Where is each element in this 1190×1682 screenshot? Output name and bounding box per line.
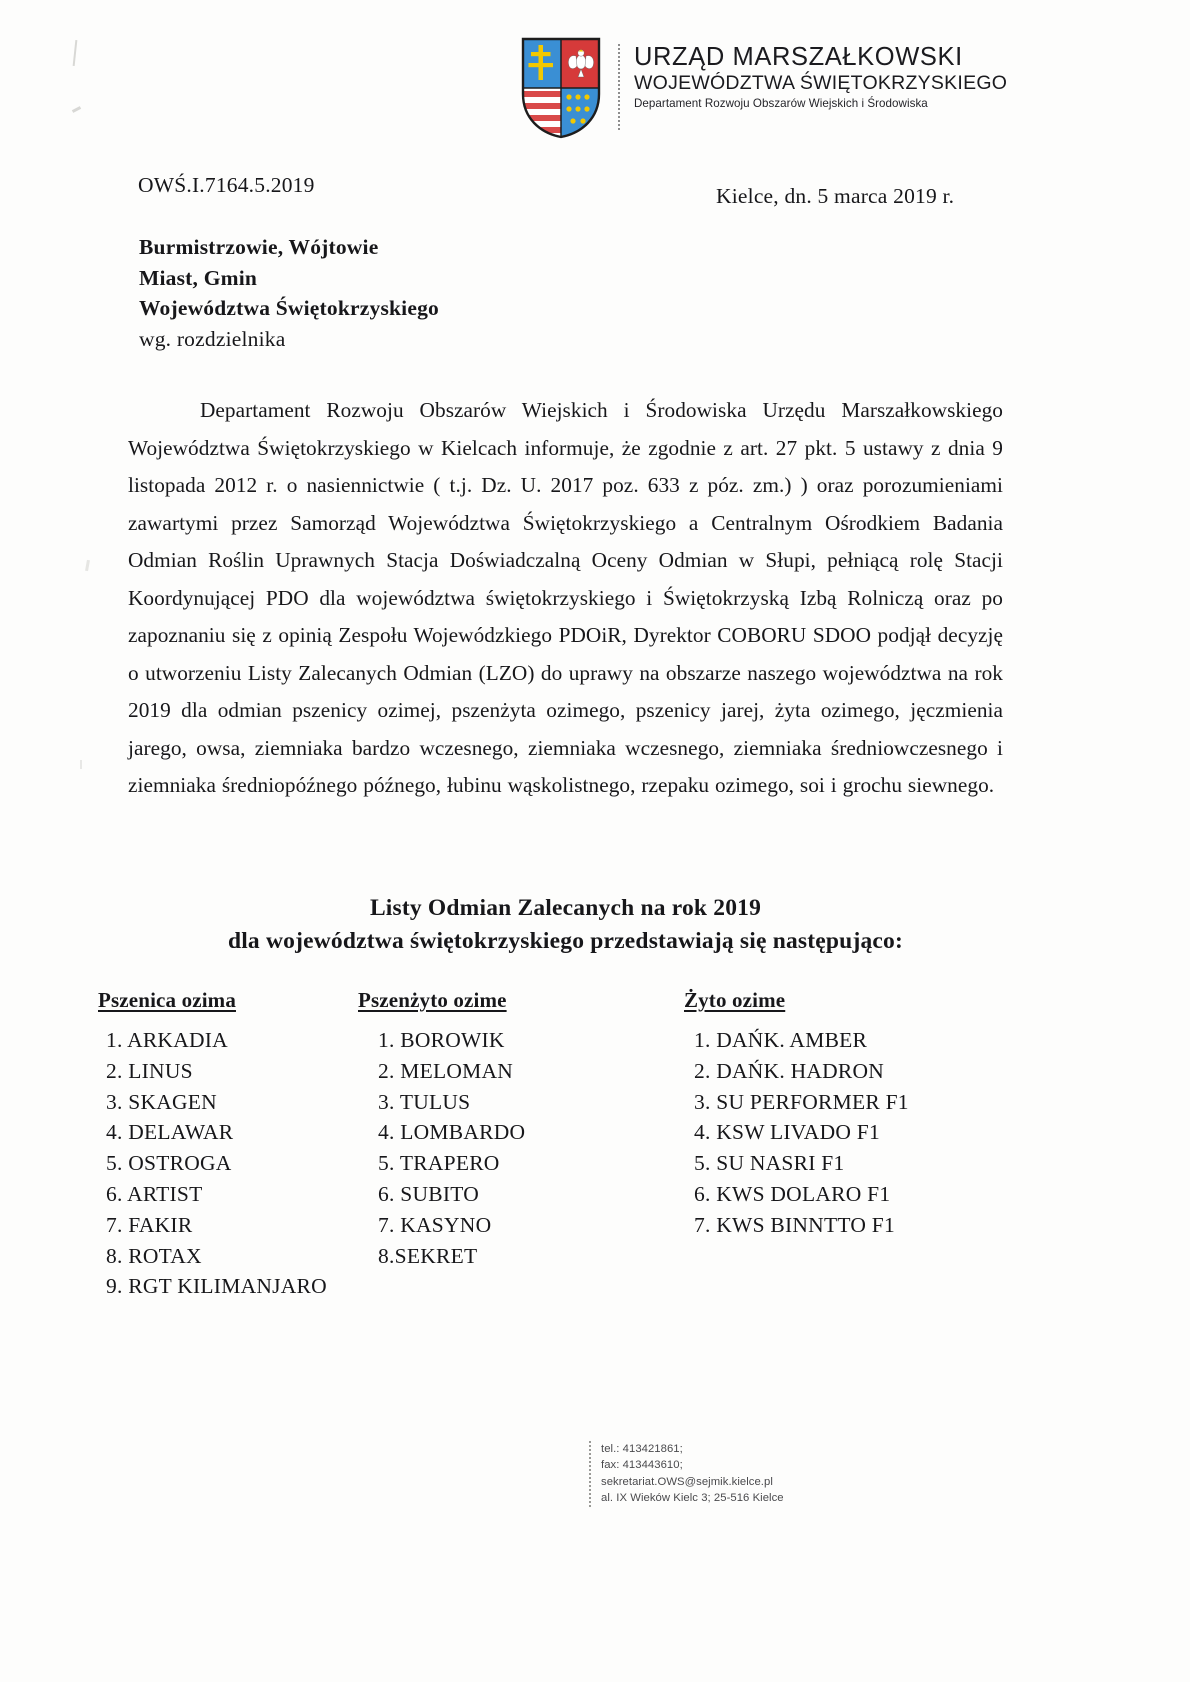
list-item: 8. ROTAX — [106, 1243, 202, 1268]
list-item: 4. DELAWAR — [106, 1120, 234, 1145]
variety-column-winter-rye — [680, 988, 909, 1241]
letterhead — [520, 36, 1007, 140]
scan-artifact — [72, 106, 81, 113]
addressee-line-1: Burmistrzowie, Wójtowie — [139, 235, 379, 259]
list-item: 6. KWS DOLARO F1 — [694, 1181, 891, 1206]
list-item: 6. ARTIST — [106, 1181, 203, 1206]
list-item: 6. SUBITO — [378, 1181, 480, 1206]
list-item: 2. MELOMAN — [378, 1058, 514, 1083]
org-name-primary: URZĄD MARSZAŁKOWSKI — [634, 43, 963, 71]
footer-telephone: tel.: 413421861; — [601, 1443, 683, 1455]
organization-name-block — [634, 36, 1007, 111]
list-item: 5. SU NASRI F1 — [694, 1151, 845, 1176]
lists-heading-line-1: Listy Odmian Zalecanych na rok 2019 — [369, 895, 762, 921]
list-item: 5. TRAPERO — [378, 1151, 500, 1176]
lists-heading — [128, 892, 1003, 958]
list-item: 3. TULUS — [378, 1089, 471, 1114]
scan-artifact — [80, 760, 82, 769]
lists-heading-line-2: dla województwa świętokrzyskiego przedstawiają się następująco: — [227, 928, 904, 954]
list-item: 7. FAKIR — [106, 1212, 193, 1237]
scan-artifact — [73, 40, 78, 66]
footer-email: sekretariat.OWS@sejmik.kielce.pl — [601, 1475, 773, 1488]
footer-contact-block — [589, 1441, 784, 1507]
list-item: 5. OSTROGA — [106, 1151, 232, 1176]
column-title: Pszenica ozima — [98, 988, 236, 1012]
variety-column-winter-wheat — [96, 988, 327, 1302]
list-item: 7. KASYNO — [378, 1212, 492, 1237]
list-item: 1. DAŃK. AMBER — [694, 1028, 868, 1052]
variety-list — [694, 1025, 909, 1241]
place-and-date: Kielce, dn. 5 marca 2019 r. — [716, 184, 955, 208]
list-item: 9. RGT KILIMANJARO — [106, 1274, 327, 1299]
addressee-line-3: Województwa Świętokrzyskiego — [139, 296, 439, 320]
list-item: 3. SU PERFORMER F1 — [694, 1089, 909, 1114]
list-item: 1. ARKADIA — [106, 1028, 228, 1052]
column-title: Żyto ozime — [684, 988, 786, 1012]
org-department-name: Departament Rozwoju Obszarów Wiejskich i Środowiska — [634, 97, 928, 111]
addressee-block — [139, 232, 439, 354]
addressee-line-2: Miast, Gmin — [139, 265, 258, 290]
list-item: 3. SKAGEN — [106, 1089, 217, 1114]
body-paragraph: Departament Rozwoju Obszarów Wiejskich i Środowiska Urzędu Marszałkowskiego Województwa Świętokrzyskiego w Kielcach informuje, że zgodnie z art. 27 pkt. 5 ustawy z dnia 9 listopada 2012 r. o nasiennictwie ( t.j. Dz. U. 2017 poz. 633 z póz. zm.) ) oraz porozumieniami zawartymi przez Samorząd Województwa Świętokrzyskiego a Centralnym Ośrodkiem Badania Odmian Roślin Uprawnych Stacja Doświadczalną Oceny Odmian w Słupi, pełniącą rolę Stacji Koordynującej PDO dla województwa świętokrzyskiego i Świętokrzyską Izbą Rolniczą oraz po zapoznaniu się z opinią Zespołu Wojewódzkiego PDOiR, Dyrektor COBORU SDOO podjął decyzję o utworzeniu Listy Zalecanych Odmian (LZO) do uprawy na obszarze naszego województwa na rok 2019 dla odmian pszenicy ozimej, pszenżyta ozimego, pszenicy jarej, żyta ozimego, jęczmienia jarego, owsa, ziemniaka bardzo wczesnego, ziemniaka wczesnego, ziemniaka średniowczesnego i ziemniaka średniopóźnego późnego, łubinu wąskolistnego, rzepaku ozimego, soi i grochu siewnego. — [128, 398, 1003, 797]
addressee-line-4: wg. rozdzielnika — [139, 326, 286, 351]
list-item: 1. BOROWIK — [378, 1028, 505, 1052]
footer-address: al. IX Wieków Kielc 3; 25-516 Kielce — [601, 1492, 784, 1505]
list-item: 4. LOMBARDO — [378, 1120, 526, 1145]
list-item: 7. KWS BINNTTO F1 — [694, 1212, 895, 1237]
coat-of-arms-icon — [520, 36, 602, 140]
column-title: Pszenżyto ozime — [358, 988, 507, 1012]
footer-fax: fax: 413443610; — [601, 1459, 683, 1472]
org-name-secondary: WOJEWÓDZTWA ŚWIĘTOKRZYSKIEGO — [634, 71, 1008, 94]
list-item: 2. LINUS — [106, 1058, 193, 1083]
variety-list — [106, 1025, 327, 1302]
list-item: 4. KSW LIVADO F1 — [694, 1120, 880, 1145]
scan-artifact — [85, 560, 90, 571]
reference-number: OWŚ.I.7164.5.2019 — [138, 173, 315, 197]
header-divider — [618, 44, 620, 130]
list-item: 2. DAŃK. HADRON — [694, 1058, 885, 1083]
variety-column-winter-triticale — [358, 988, 525, 1271]
list-item: 8.SEKRET — [378, 1243, 478, 1268]
variety-list — [378, 1025, 525, 1271]
